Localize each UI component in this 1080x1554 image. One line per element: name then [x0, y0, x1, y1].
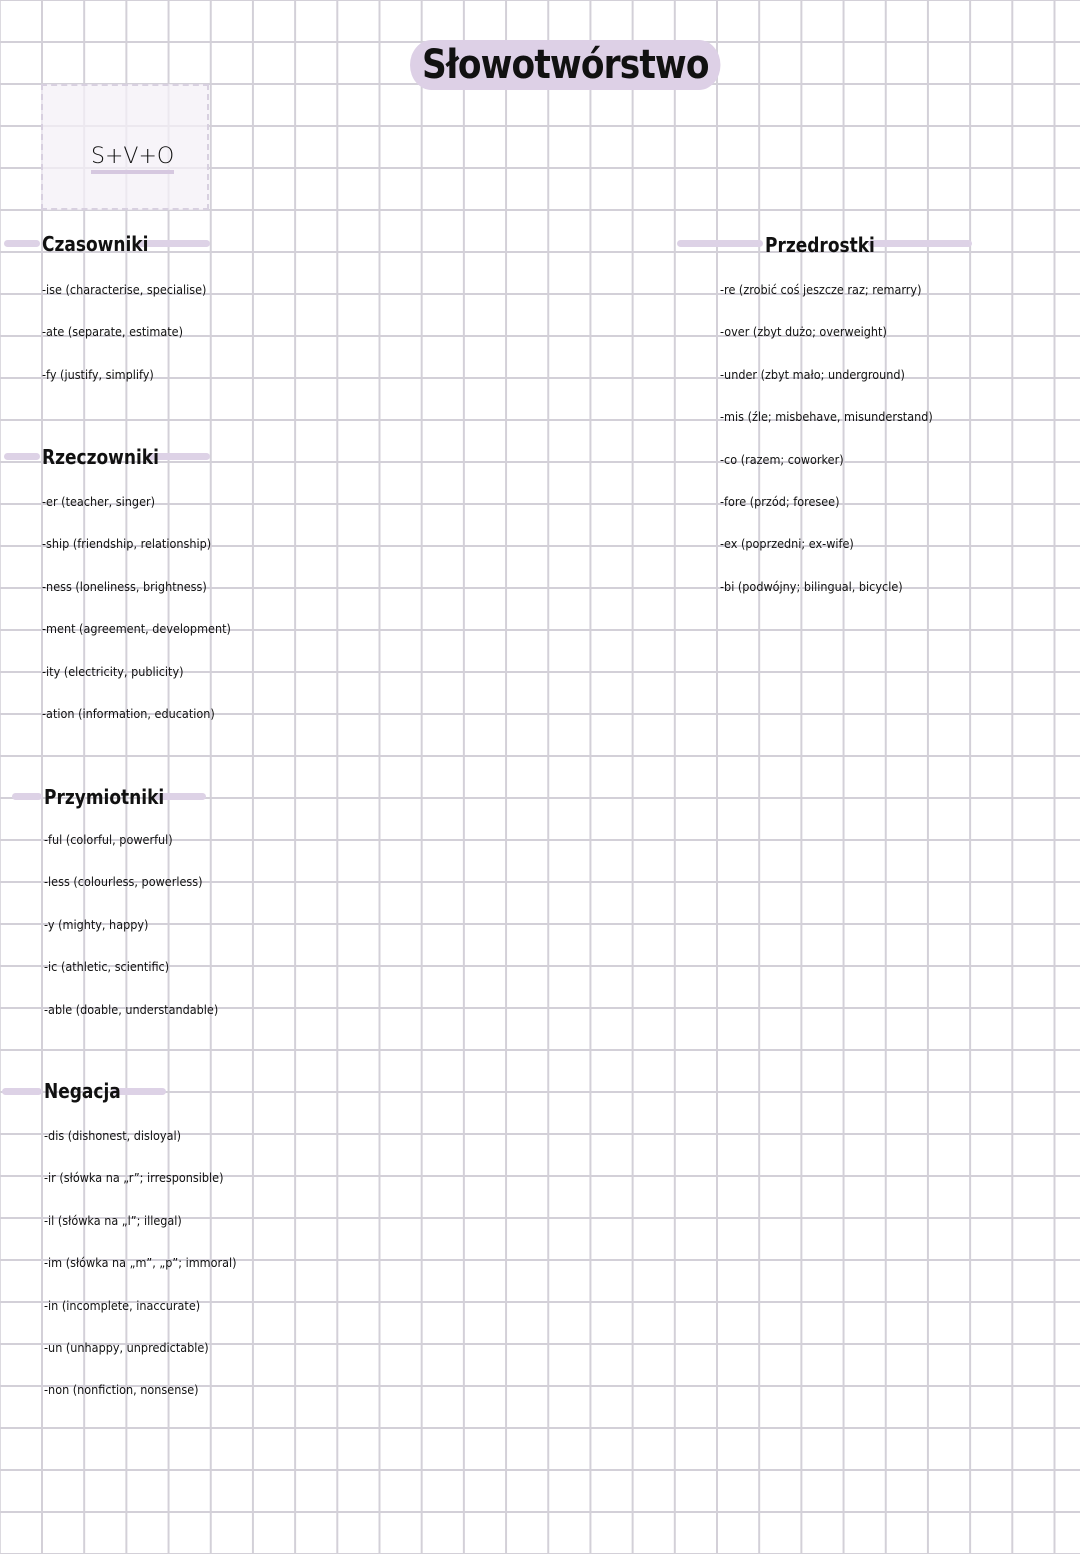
page-title: Słowotwórstwo	[410, 40, 721, 90]
list-item: -ise (characterise, specialise)	[42, 282, 207, 297]
list-item: -less (colourless, powerless)	[44, 874, 203, 890]
list-item: -un (unhappy, unpredictable)	[44, 1340, 209, 1355]
list-item: -y (mighty, happy)	[44, 916, 149, 932]
list-item: -ation (information, education)	[42, 706, 215, 721]
list-item: -ate (separate, estimate)	[42, 324, 183, 340]
highlight-bar	[868, 240, 972, 247]
highlight-bar	[2, 1088, 42, 1095]
list-item: -ful (colorful, powerful)	[44, 832, 173, 847]
list-item: -non (nonfiction, nonsense)	[44, 1382, 199, 1398]
list-item: -fore (przód; foresee)	[720, 494, 840, 509]
list-item: -re (zrobić coś jeszcze raz; remarry)	[720, 282, 922, 297]
section-heading: Rzeczowniki	[42, 445, 159, 469]
list-item: -dis (dishonest, disloyal)	[44, 1128, 181, 1143]
list-item: -il (słówka na „l”; illegal)	[44, 1212, 182, 1228]
formula-box	[41, 84, 209, 210]
section-heading: Czasowniki	[42, 232, 149, 256]
section-heading: Przedrostki	[765, 233, 875, 257]
list-item: -ness (loneliness, brightness)	[42, 578, 207, 594]
list-item: -fy (justify, simplify)	[42, 366, 154, 382]
list-item: -ex (poprzedni; ex-wife)	[720, 536, 854, 552]
highlight-bar	[677, 240, 763, 247]
list-item: -er (teacher, singer)	[42, 494, 156, 509]
section-heading: Przymiotniki	[44, 785, 165, 809]
section-heading: Negacja	[44, 1079, 121, 1103]
list-item: -under (zbyt mało; underground)	[720, 366, 905, 382]
list-item: -mis (źle; misbehave, misunderstand)	[720, 409, 933, 425]
list-item: -ment (agreement, development)	[42, 621, 231, 637]
list-item: -im (słówka na „m”, „p”; immoral)	[44, 1255, 237, 1271]
list-item: -co (razem; coworker)	[720, 451, 844, 467]
highlight-bar	[12, 793, 42, 800]
list-item: -ship (friendship, relationship)	[42, 536, 212, 552]
list-item: -ity (electricity, publicity)	[42, 663, 184, 679]
list-item: -ir (słówka na „r”; irresponsible)	[44, 1170, 224, 1186]
list-item: -bi (podwójny; bilingual, bicycle)	[720, 578, 903, 594]
list-item: -ic (athletic, scientific)	[44, 959, 170, 975]
list-item: -in (incomplete, inaccurate)	[44, 1297, 201, 1313]
highlight-bar	[4, 240, 40, 247]
highlight-bar	[138, 240, 210, 247]
highlight-bar	[4, 453, 40, 460]
list-item: -able (doable, understandable)	[44, 1001, 219, 1017]
formula-text: S+V+O	[91, 144, 174, 174]
list-item: -over (zbyt dużo; overweight)	[720, 324, 887, 340]
